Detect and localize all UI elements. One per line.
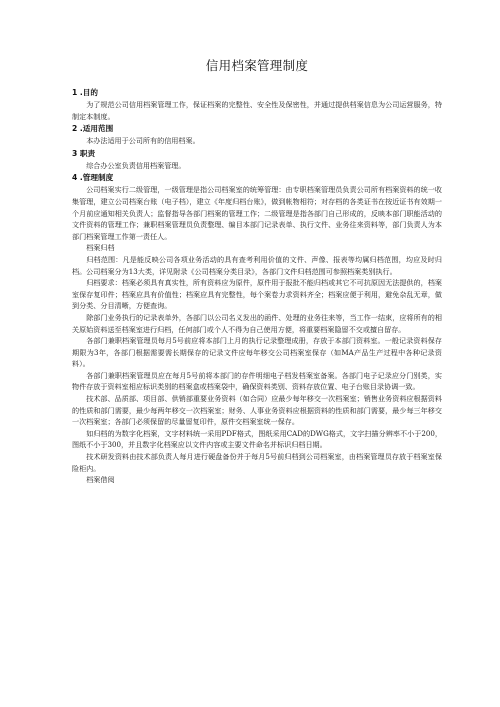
section-heading-purpose: 1 .目的 bbox=[72, 88, 98, 97]
section-heading-management: 4 .管理制度 bbox=[72, 173, 114, 183]
management-paragraph: 公司档案实行二级管理，一级管理是指公司档案室的统筹管理：由专职档案管理员负责公司所有档案资料的统一收集管理，建立公司档案台账（电子档），建立《年度归档台账》，做到帐物相符；对存档的各类证书在按近证书有效期一个月前应通知相关负责人；监督指导各部门档案的管理工作；二级管理是指各部门自己形成的，反映本部门职能活动的文件资料的管理工作；兼职档案管理员负责整理、编目本部门记录表单、执行文件、业务往来资料等，部门负责人为本部门档案管理工作第一责任人。 bbox=[72, 185, 442, 241]
department-records-paragraph: 除部门业务执行的记录表单外，各部门以公司名义发出的函件、处理的业务往来等，当工作一结束，应将所有的相关原始资料送至档案室进行归档，任何部门或个人不得为自己使用方便，将重要档案隐留不交或擅自留存。 bbox=[72, 312, 442, 334]
transfer-schedule-paragraph: 技术部、品质部、项目部、供销部重要业务资料（如合同）应最少每年移交一次档案室；销售业务资料应根据资料的性质和部门需要，最少每两年移交一次档案室；财务、人事业务资料应根据资料的性质和部门需要，最少每三年移交一次档案室；各部门必须保留的尽量留复印件，原件交档案室统一保存。 bbox=[72, 394, 442, 427]
subheading-borrowing: 档案借阅 bbox=[86, 475, 115, 485]
monthly-records-paragraph: 各部门兼职档案管理员每月5号前应将本部门上月的执行记录整理成册，存放于本部门资料室。一般记录资料保存期限为3年，各部门根据需要需长期保存的记录文件应每年移交公司档案室保存（如MA产品生产过程中各种记录资料）。 bbox=[72, 336, 442, 369]
digital-archive-paragraph: 如归档的为数字化档案，文字材料统一采用PDF格式，图纸采用CAD的DWG格式，文字扫描分辨率不小于200，图纸不小于300，并且数字化档案应以文件内容或主要文件命名并标识归档日期。 bbox=[72, 428, 442, 450]
section-heading-responsibility: 3 职责 bbox=[72, 148, 96, 158]
archiving-requirements-paragraph: 归档要求：档案必须具有真实性，所有资料应为原件，原件用于报批不能归档或其它不可抗原因无法提供的，档案室保存复印件；档案应具有价值性；档案应具有完整性，每个案卷力求资料齐全；档案应便于利用，避免杂乱无章，做到分类、分目清晰，方便查询。 bbox=[72, 278, 442, 311]
electronic-records-paragraph: 各部门兼职档案管理员应在每月5号前将本部门的存件明细电子档发档案室备案。各部门电子记录应分门别类，实物件存放于资料室相应标识类别的档案盒或档案袋中，确保资料类别、资料存放位置、电子台账目录协调一致。 bbox=[72, 370, 442, 392]
subheading-archiving: 档案归档 bbox=[86, 243, 115, 253]
rd-backup-paragraph: 技术研发资料由技术部负责人每月进行硬盘备份并于每月5号前归档到公司档案室，由档案管理员存放于档案室保险柜内。 bbox=[72, 452, 442, 473]
purpose-paragraph: 为了规范公司信用档案管理工作，保证档案的完整性、安全性及保密性，并通过提供档案信息为公司运营服务，特制定本制度。 bbox=[72, 100, 442, 121]
responsibility-paragraph: 综合办公室负责信用档案管理。 bbox=[86, 160, 186, 170]
archiving-scope-paragraph: 归档范围：凡是能反映公司各项业务活动的具有查考利用价值的文件、声像、报表等均属归档范围，均应及时归档。公司档案分为13大类，详见附录《公司档案分类目录》，各部门文件归档范围可参照档案类别执行。 bbox=[72, 254, 442, 276]
page-title: 信用档案管理制度 bbox=[205, 58, 309, 73]
scope-paragraph: 本办法适用于公司所有的信用档案。 bbox=[86, 136, 200, 146]
section-heading-scope: 2 .适用范围 bbox=[72, 124, 114, 134]
